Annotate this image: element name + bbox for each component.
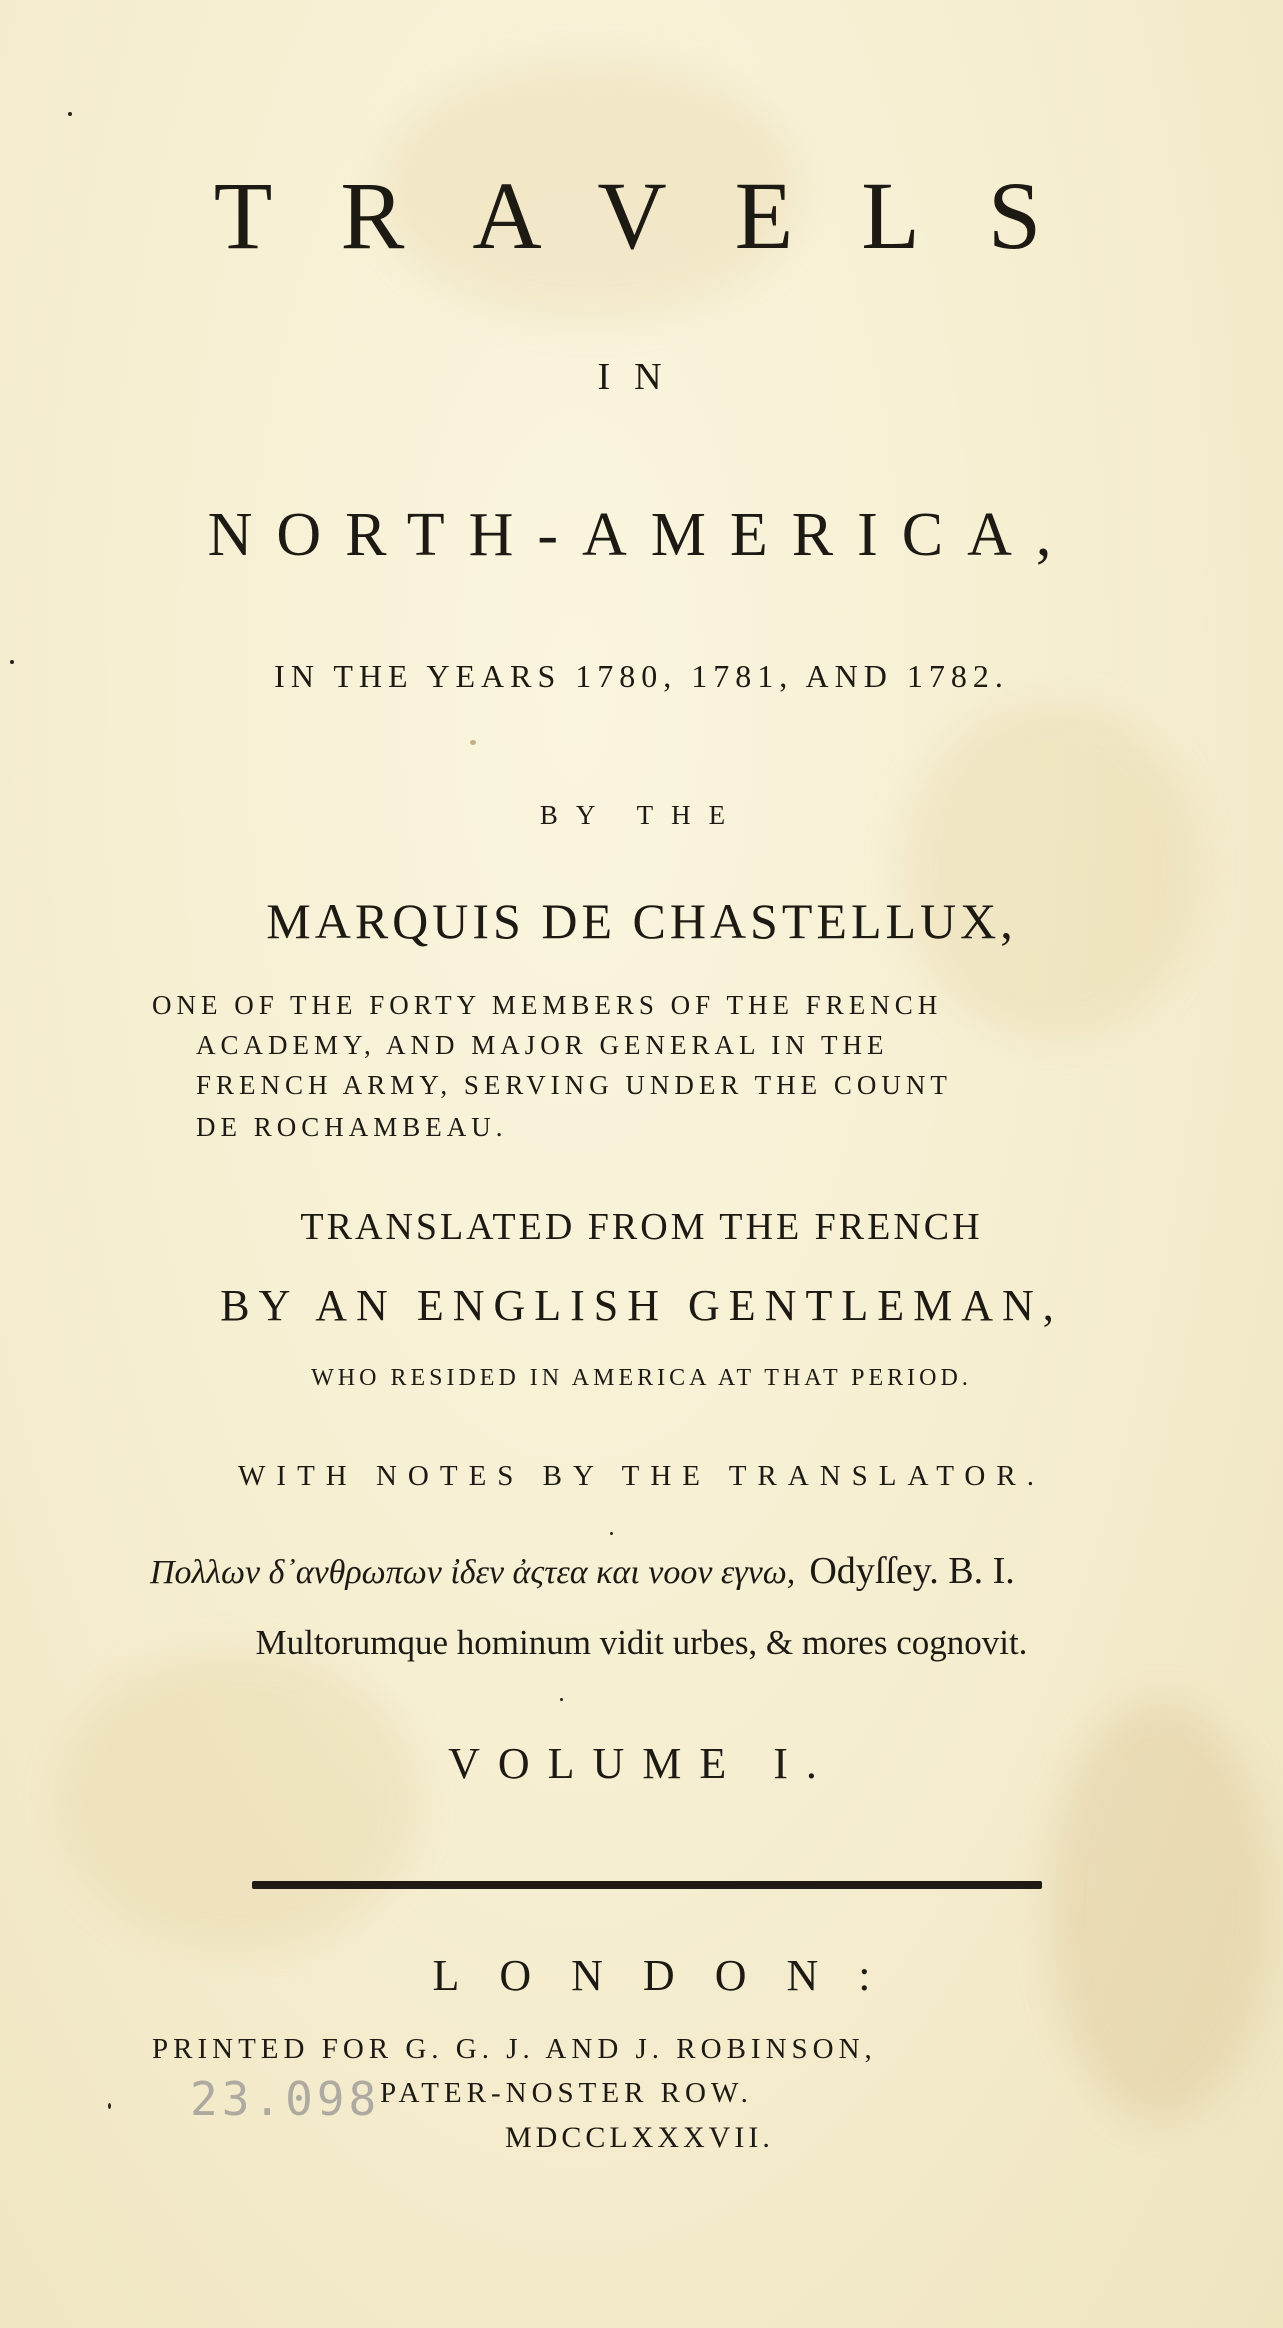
by-the-label: BY THE — [539, 800, 744, 830]
divider-rule — [252, 1881, 1042, 1889]
greek-epigraph-text: Πολλων δ᾽ανθρωπων ἰδεν ἀςτεα και νοον εγνω, — [150, 1554, 796, 1591]
greek-epigraph — [150, 1549, 1015, 1593]
imprint-date: MDCCLXXXVII. — [505, 2121, 774, 2154]
author-credentials-line: ONE OF THE FORTY MEMBERS OF THE FRENCH — [152, 990, 943, 1020]
notes-line: WITH NOTES BY THE TRANSLATOR. — [238, 1460, 1045, 1492]
paper-speck — [470, 740, 476, 745]
imprint-line: PRINTED FOR G. G. J. AND J. ROBINSON, — [152, 2033, 877, 2065]
library-stamp: 23.098 — [190, 2072, 381, 2126]
paper-speck — [10, 660, 14, 664]
paper-stain — [900, 700, 1200, 1040]
translator-note: WHO RESIDED IN AMERICA AT THAT PERIOD. — [311, 1365, 972, 1391]
author-name: MARQUIS DE CHASTELLUX, — [266, 893, 1017, 949]
latin-epigraph: Multorumque hominum vidit urbes, & mores cognovit. — [255, 1623, 1028, 1662]
paper-speck — [610, 1532, 613, 1535]
imprint-line: PATER-NOSTER ROW. — [380, 2077, 753, 2109]
title-place: NORTH-AMERICA, — [207, 501, 1076, 569]
author-credentials-line: FRENCH ARMY, SERVING UNDER THE COUNT — [196, 1070, 952, 1100]
book-title: TRAVELS — [213, 162, 1110, 269]
paper-speck — [560, 1698, 563, 1701]
author-credentials-line: DE ROCHAMBEAU. — [196, 1112, 508, 1142]
title-years: IN THE YEARS 1780, 1781, AND 1782. — [274, 658, 1009, 694]
paper-speck — [68, 112, 72, 116]
translator-credit: BY AN ENGLISH GENTLEMAN, — [220, 1281, 1063, 1330]
translated-from: TRANSLATED FROM THE FRENCH — [300, 1206, 983, 1248]
volume-label: VOLUME I. — [448, 1739, 835, 1788]
title-connector: IN — [597, 356, 686, 398]
paper-stain — [60, 1650, 420, 1950]
paper-speck — [108, 2103, 111, 2109]
epigraph-source: Odyſſey. B. I. — [809, 1550, 1015, 1592]
author-credentials-line: ACADEMY, AND MAJOR GENERAL IN THE — [196, 1030, 889, 1060]
imprint-city: LONDON: — [432, 1951, 911, 2000]
